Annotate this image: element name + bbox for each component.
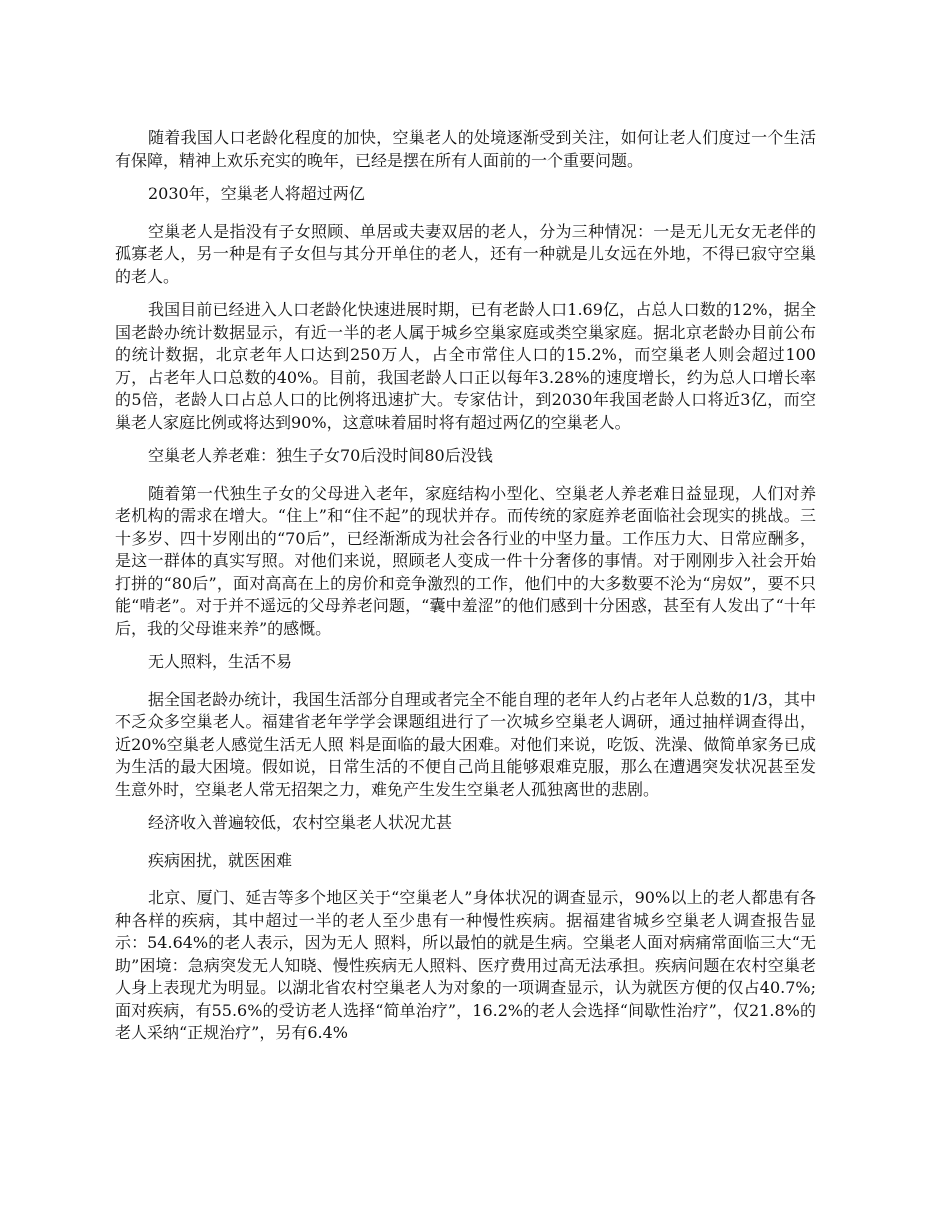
section-heading-2030: 2030年，空巢老人将超过两亿: [148, 184, 365, 203]
section-heading-no-care: 无人照料，生活不易: [148, 652, 293, 671]
paragraph-definition: 空巢老人是指没有子女照顾、单居或夫妻双居的老人，分为三种情况：一是无儿无女无老伴的孤寡老人，另一种是有子女但与其分开单住的老人，还有一种就是儿女远在外地，不得已寂守空巢的老人。: [115, 221, 816, 286]
section-heading-pension: 空巢老人养老难：独生子女70后没时间80后没钱: [148, 446, 493, 465]
section-heading-illness: 疾病困扰，就医困难: [148, 850, 293, 870]
paragraph-health-survey: 北京、厦门、延吉等多个地区关于“空巢老人”身体状况的调查显示，90%以上的老人都患有各种各样的疾病，其中超过一半的老人至少患有一种慢性疾病。据福建省城乡空巢老人调查报告显示：54.64%的老人表示，因为无人 照料，所以最怕的就是生病。空巢老人面对病痛常面临三大“无助”困境：急病突发无人知晓、慢性疾病无人照料、医疗费用过高无法承担。疾病问题在农村空巢老人身上表现尤为明显。以湖北省农村空巢老人为对象的一项调查显示，认为就医方便的仅占40.7%;面对疾病，有55.6%的受访老人选择“简单治疗”，16.2%的老人会选择“间歇性治疗”，仅21.8%的老人采纳“正规治疗”，另有6.4%: [115, 888, 816, 1042]
paragraph-self-care: 据全国老龄办统计，我国生活部分自理或者完全不能自理的老年人约占老年人总数的1/3，其中不乏众多空巢老人。福建省老年学学会课题组进行了一次城乡空巢老人调研，通过抽样调查得出，近20%空巢老人感觉生活无人照 料是面临的最大困难。对他们来说，吃饭、洗澡、做简单家务已成为生活的最大困境。假如说，日常生活的不便自己尚且能够艰难克服，那么在遭遇突发状况甚至发生意外时，空巢老人常无招架之力，难免产生发生空巢老人孤独离世的悲剧。: [115, 689, 816, 799]
section-heading-income: 经济收入普遍较低，农村空巢老人状况尤甚: [148, 813, 453, 832]
paragraph-intro: 随着我国人口老龄化程度的加快，空巢老人的处境逐渐受到关注，如何让老人们度过一个生活有保障，精神上欢乐充实的晚年，已经是摆在所有人面前的一个重要问题。: [115, 128, 816, 170]
paragraph-only-children: 随着第一代独生子女的父母进入老年，家庭结构小型化、空巢老人养老难日益显现，人们对养老机构的需求在增大。“住上”和“住不起”的现状并存。而传统的家庭养老面临社会现实的挑战。三十多岁、四十岁刚出的“70后”，已经渐渐成为社会各行业的中坚力量。工作压力大、日常应酬多，是这一群体的真实写照。对他们来说，照顾老人变成一件十分奢侈的事情。对于刚刚步入社会开始打拼的“80后”，面对高高在上的房价和竞争激烈的工作，他们中的大多数要不沦为“房奴”，要不只能“啃老”。对于并不遥远的父母养老问题，“囊中羞涩”的他们感到十分困惑，甚至有人发出了“十年后，我的父母谁来养”的感慨。: [115, 483, 816, 638]
paragraph-statistics: 我国目前已经进入人口老龄化快速进展时期，已有老龄人口1.69亿，占总人口数的12%，据全国老龄办统计数据显示，有近一半的老人属于城乡空巢家庭或类空巢家庭。据北京老龄办目前公布的统计数据，北京老年人口达到250万人，占全市常住人口的15.2%，而空巢老人则会超过100万，占老年人口总数的40%。目前，我国老龄人口正以每年3.28%的速度增长，约为总人口增长率的5倍，老龄人口占总人口的比例将迅速扩大。专家估计，到2030年我国老龄人口将近3亿，而空巢老人家庭比例或将达到90%，这意味着届时将有超过两亿的空巢老人。: [115, 300, 816, 432]
